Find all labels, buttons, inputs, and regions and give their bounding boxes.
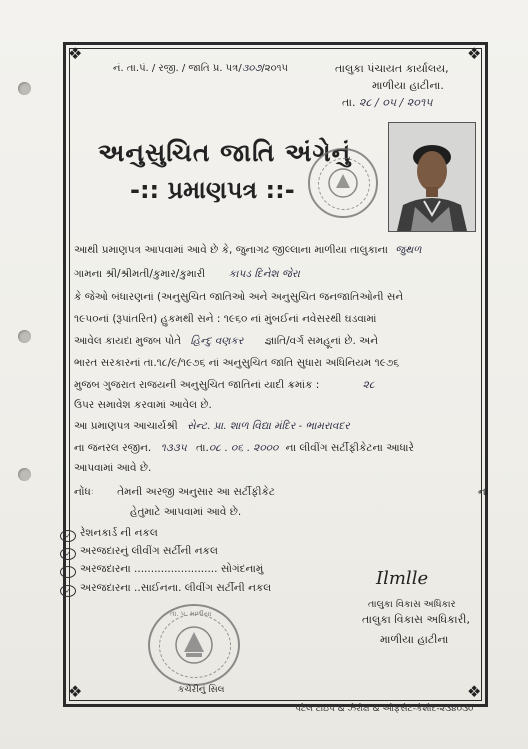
seal-text: તા. પ. માળીયા [170, 610, 212, 618]
body-text: ના જનરલ રજીન. [74, 442, 152, 454]
body-text: મુજબ ગુજરાત રાજયની અનુસુચિત જાતિનાં યાદી ક્રમાંક : [74, 379, 320, 391]
school-name: સેન્ટ. પ્રા. શાળ વિદ્યા મંદિર - ભામરાવદર [187, 420, 350, 432]
note-line-2: હેતુમાટે આપવામાં આવે છે. [130, 506, 242, 518]
corner-ornament-icon: ❖ [467, 44, 482, 63]
seal-label: કચેરીનું સિલ [178, 685, 225, 695]
checklist-item-2: અરજદારનું લીવીંગ સર્ટીની નકલ [80, 545, 218, 557]
caste-name: હિન્દુ વણકર [190, 335, 244, 347]
body-text: ના લીવીંગ સર્ટીફીકેટના આધારે [285, 442, 414, 454]
checklist-mark-1: ✓ [60, 530, 76, 542]
person-photo-icon [389, 123, 475, 231]
applicant-name: કાપડ દિનેશ જેરા [228, 268, 300, 280]
checklist-mark-2: ✓ [60, 548, 76, 560]
checklist-item-3: અરજદારના ......................... સોગંદનામું [80, 563, 264, 575]
body-text: આથી પ્રમાણપત્ર આપવામાં આવે છે કે, જુનાગઢ જીલ્લાના માળીયા તાલુકાના [74, 244, 388, 256]
ref-prefix: નં. તા.પં. / રજી. / જાતિ પ્ર. પત્ર/ [113, 63, 242, 74]
note-label: નોંધઃ [74, 486, 94, 498]
officer-signature: Ilmlle [376, 568, 429, 589]
village-name: જુથળ [395, 244, 422, 256]
office-place: માળીયા હાટીના. [372, 79, 444, 92]
list-serial-number: ૨૮ [362, 379, 375, 391]
body-line-8: ઉપર સમાવેશ કરવામાં આવેલ છે. [74, 399, 212, 411]
register-number: ૧૩૩૫ [160, 442, 187, 454]
reference-number [113, 62, 288, 75]
body-line-11: આપવામાં આવે છે. [74, 462, 152, 474]
printer-footer: પટેલ ટાઇપ & ઝેરોક્ષ & ઓફસેટ-કેશોદ-૨૩૪૦૩૦ [295, 704, 474, 714]
certificate-title: અનુસુચિત જાતિ અંગેનું [98, 138, 352, 167]
body-line-2 [74, 268, 300, 281]
note-line [74, 486, 275, 499]
body-line-9 [74, 420, 350, 433]
stamp-designation: તાલુકા વિકાસ અધિકાર [368, 599, 456, 610]
body-text: આ પ્રમાણપત્ર આચાર્યશ્રી [74, 420, 178, 432]
checklist-mark-4: ✓ [60, 585, 76, 597]
checklist-item-1: રેશનકાર્ડ ની નકલ [80, 527, 158, 539]
leaving-date: ૦૮ . ૦૬ . ૨૦૦૦ [208, 442, 279, 454]
office-seal-bottom [148, 604, 240, 686]
date-value: ૨૮ / ૦૫ / ૨૦૧૫ [359, 96, 433, 109]
note-end: ના [478, 486, 489, 498]
body-line-1 [74, 244, 421, 257]
body-line-7 [74, 379, 375, 392]
body-line-10 [74, 442, 414, 455]
officer-location: માળીયા હાટીના [380, 633, 449, 646]
punch-hole [18, 468, 31, 481]
corner-ornament-icon: ❖ [68, 682, 83, 701]
ref-number: ૩૦૭ [241, 63, 262, 74]
checklist-item-4: અરજદારના ..સાઈનના. લીવીંગ સર્ટીની નકલ [80, 582, 272, 594]
corner-ornament-icon: ❖ [68, 44, 83, 63]
office-seal-top [308, 148, 378, 218]
body-text: જ્ઞાતિ/વર્ગ સમહૂનાં છે. અને [264, 335, 379, 347]
note-text: તેમની અરજી અનુસાર આ સર્ટીફીકેટ [117, 486, 276, 498]
date-prefix: તા. [342, 96, 356, 109]
certificate-subtitle: -:: પ્રમાણપત્ર ::- [130, 176, 295, 204]
punch-hole [18, 330, 31, 343]
applicant-photo [388, 122, 476, 232]
officer-designation: તાલુકા વિકાસ અધિકારી, [362, 613, 470, 626]
body-text: ગામના શ્રી/શ્રીમતી/કુમાર/કુમારી [74, 268, 206, 280]
corner-ornament-icon: ❖ [467, 682, 482, 701]
punch-hole [18, 82, 31, 95]
ref-year: /૨૦૧૫ [261, 63, 289, 74]
body-line-6: ભારત સરકારનાં તા.૧૮/૯/૧૯૭૬ નાં અનુસુચિત જાતિ સુધારા અધિનિયમ ૧૯૭૬ [74, 357, 400, 369]
issue-date [342, 96, 432, 109]
body-line-4: ૧૯૫૦નાં (રૂપાંતરિત) હુકમથી સને : ૧૯૬૦ નાં મુંબઈનાં નવેસરથી ઘડવામાં [74, 313, 377, 325]
body-line-3: કે જેઓ બંધારણનાં (અનુસુચિત જાતિઓ અને અનુસુચિત જનજાતિઓની સને [74, 291, 404, 303]
emblem-icon [310, 150, 376, 216]
body-text: આવેલ કાયદા મુજબ પોતે [74, 335, 182, 347]
body-text: તા. [195, 442, 209, 454]
body-line-5 [74, 335, 378, 348]
office-name: તાલુકા પંચાયત કાર્યાલય, [335, 62, 449, 75]
checklist-mark-3 [60, 566, 76, 578]
